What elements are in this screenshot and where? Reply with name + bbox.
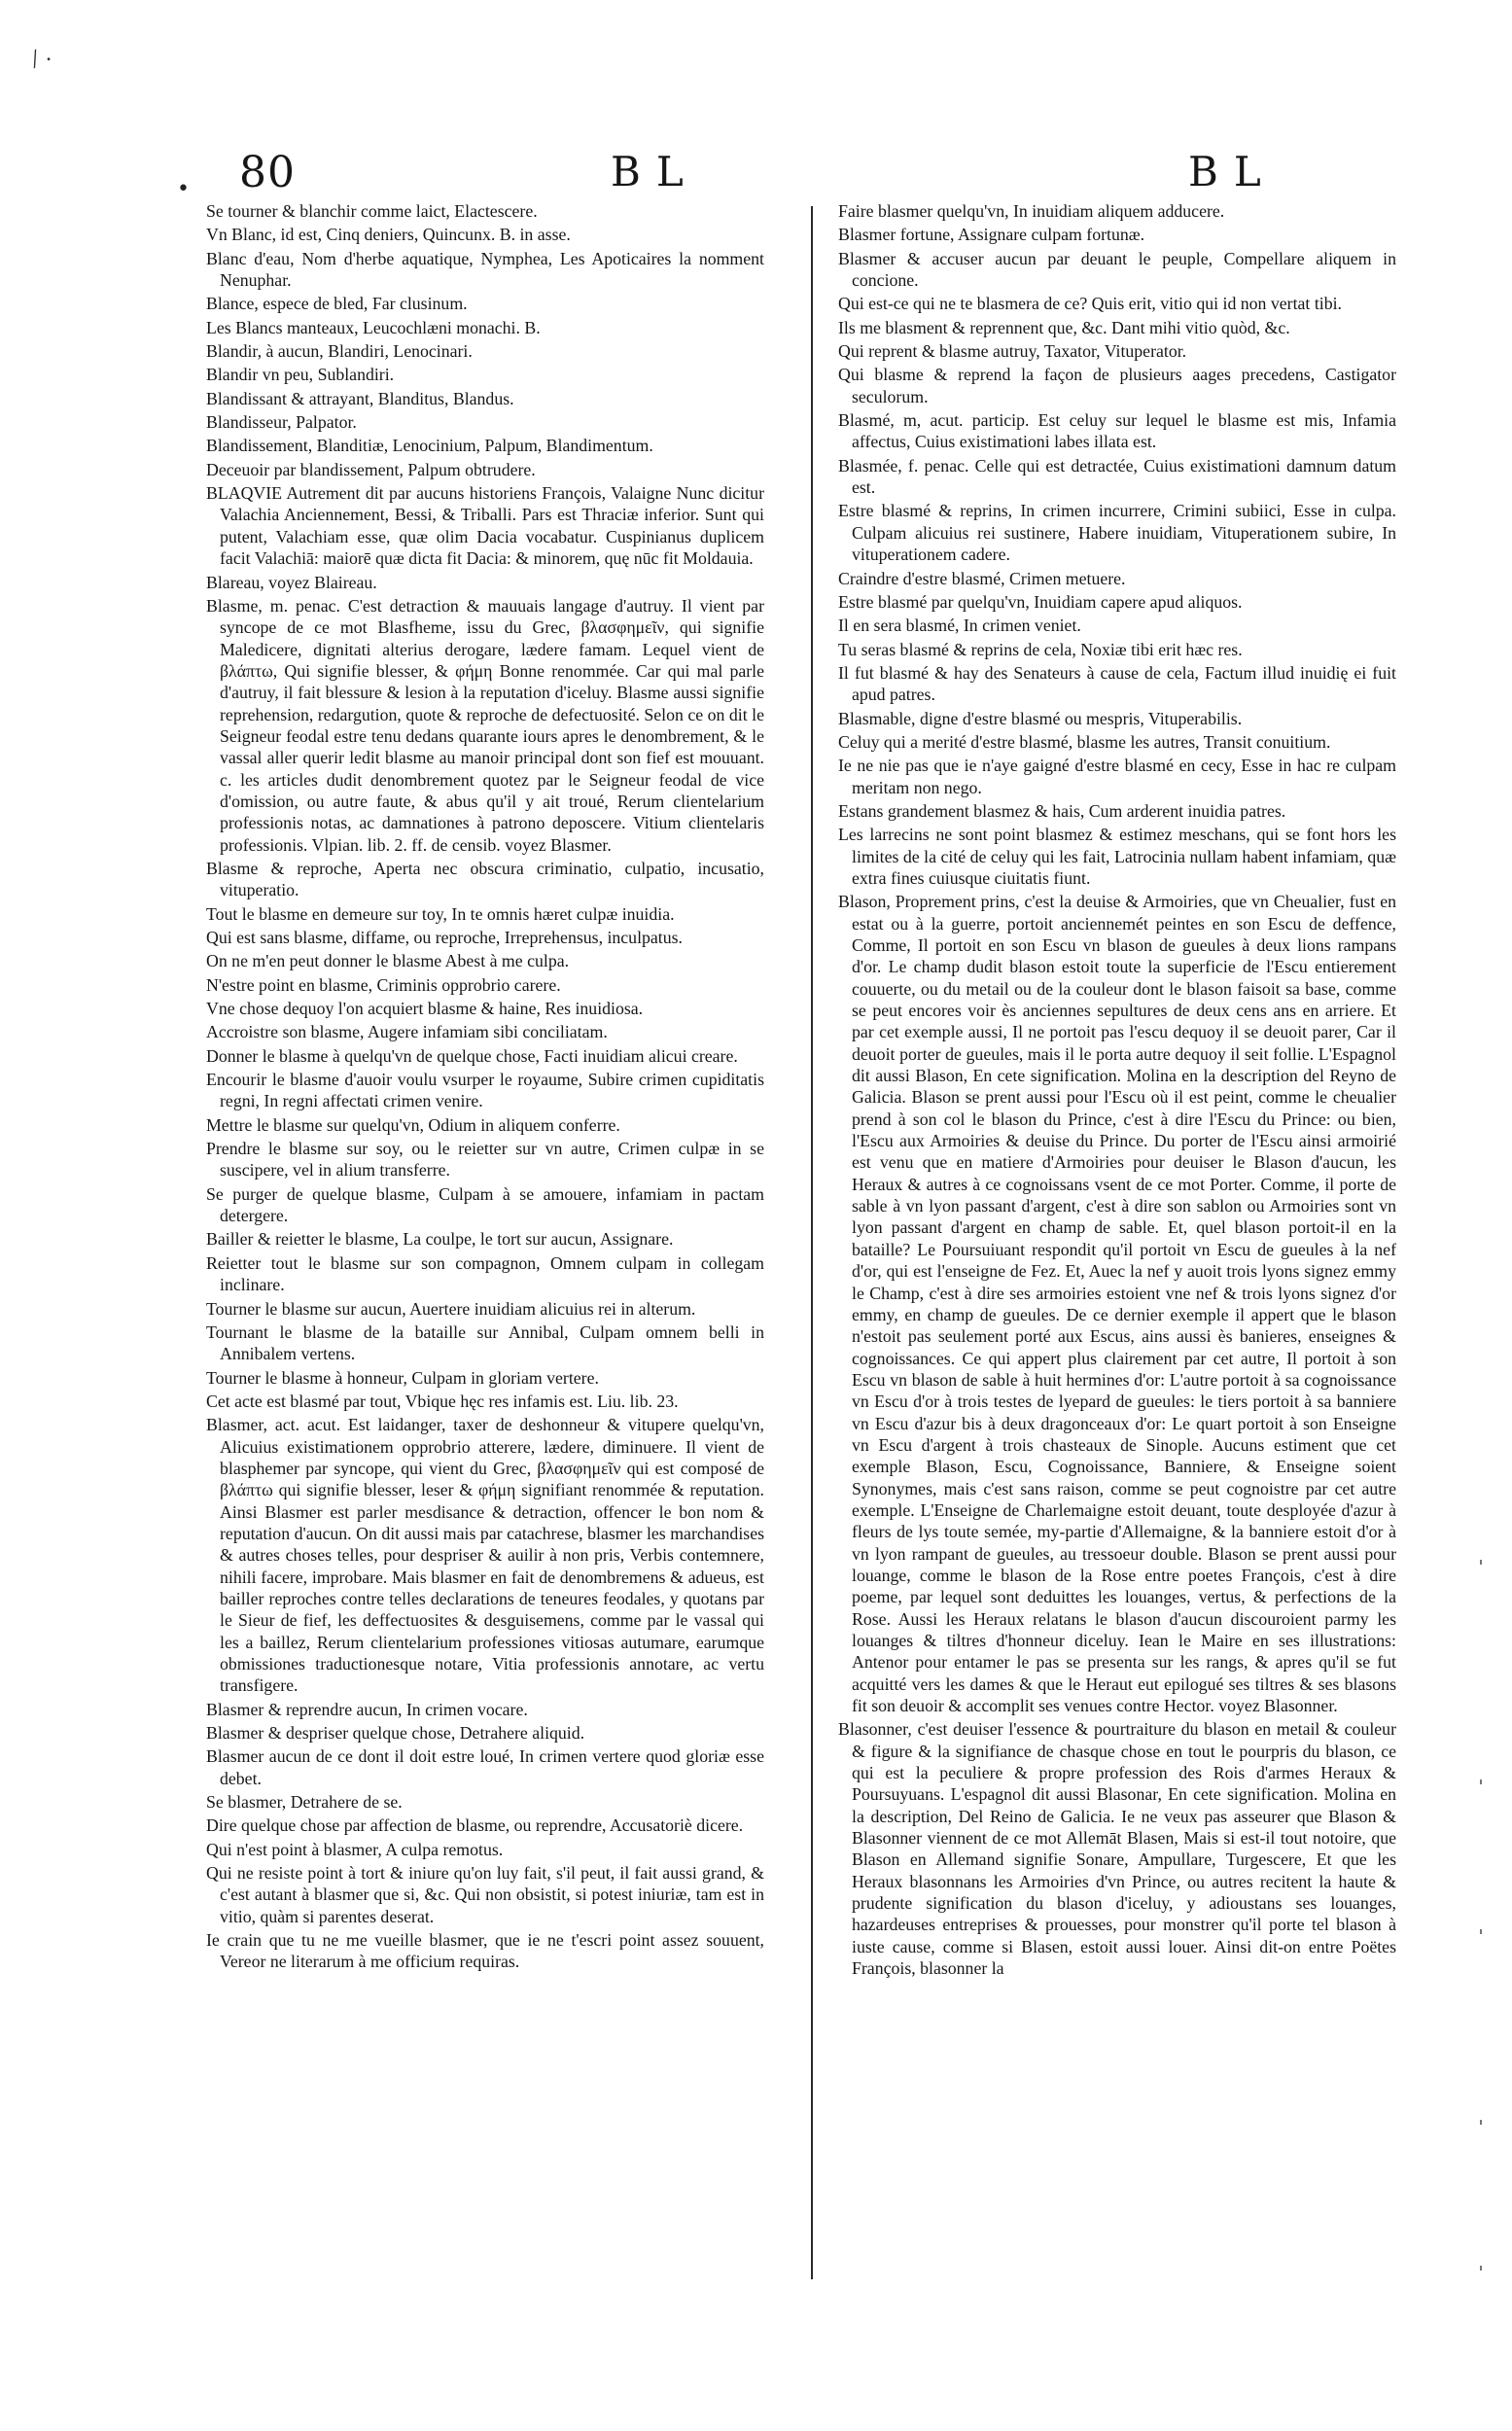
dictionary-entry: Blandir vn peu, Sublandiri. xyxy=(206,365,395,385)
dictionary-entry: Les Blancs manteaux, Leucochlæni monachi. B. xyxy=(206,317,541,337)
dictionary-entry: Blance, espece de bled, Far clusinum. xyxy=(206,294,468,314)
dictionary-entry: Qui reprent & blasme autruy, Taxator, Vituperator. xyxy=(838,341,1187,362)
dictionary-entry: Se blasmer, Detrahere de se. xyxy=(206,1792,403,1813)
dictionary-entry: Il fut blasmé & hay des Senateurs à cause de cela, Factum illud inuidię ei fuit apud patres. xyxy=(838,662,1396,705)
dictionary-entry: Se purger de quelque blasme, Culpam à se amouere, infamiam in pactam detergere. xyxy=(206,1183,764,1226)
dictionary-entry: Mettre le blasme sur quelqu'vn, Odium in aliquem conferre. xyxy=(206,1114,620,1135)
dictionary-entry: Blasme, m. penac. C'est detraction & mauuais langage d'autruy. Il vient par syncope de ce mot Blasfheme, issu du Grec, βλασφημεῖν, qui signifie Maledicere, dignitati alterius derogare, lædere famam. Lequel vient de βλάπτω, Qui signifie blesser, & φήμη Bonne renommée. Car qui mal parle d'autruy, il fait blessure & lesion à la reputation d'iceluy. Blasme aussi signifie reprehension, redargution, quote & reproche de defectuosité. Selon ce on dit le Seigneur feodal estre tenu dedans quarante iours apres le denombrement, & le vassal aller querir ledit blasme au manoir principal dont son fief est mouuant. c. les articles dudit denombrement quotez par le Seigneur feodal de vice d'omission, ou autre faute, & abus qu'il y ait troué, Rerum clientelarium professionis notas, ac damnationes à patrono deposcere. Vitium clientelaris professionis. Vlpian. lib. 2. ff. de censib. voyez Blasmer. xyxy=(206,595,764,855)
dictionary-entry: Blanc d'eau, Nom d'herbe aquatique, Nymphea, Les Apoticaires la nomment Nenuphar. xyxy=(206,248,764,291)
left-column xyxy=(206,200,764,2388)
dictionary-entry: Estre blasmé & reprins, In crimen incurrere, Crimini subiici, Esse in culpa. Culpam alicuius rei sustinere, Habere inuidiam, Vituperationem subire, In vituperationem cadere. xyxy=(838,501,1396,565)
dictionary-entry: Tout le blasme en demeure sur toy, In te omnis hæret culpæ inuidia. xyxy=(206,903,675,924)
dictionary-entry: Tourner le blasme à honneur, Culpam in gloriam vertere. xyxy=(206,1367,599,1388)
dictionary-entry: Estans grandement blasmez & hais, Cum arderent inuidia patres. xyxy=(838,800,1286,821)
dictionary-entry: Celuy qui a merité d'estre blasmé, blasme les autres, Transit conuitium. xyxy=(838,731,1331,752)
margin-pen-mark: ⁄ . xyxy=(28,42,55,72)
dictionary-entry: Blareau, voyez Blaireau. xyxy=(206,572,377,592)
dictionary-entry: Blasmé, m, acut. particip. Est celuy sur lequel le blasme est mis, Infamia affectus, Cuius existimationi labes illata est. xyxy=(838,410,1396,452)
dictionary-entry: Il en sera blasmé, In crimen veniet. xyxy=(838,616,1081,636)
dictionary-entry: Blasmer fortune, Assignare culpam fortunæ. xyxy=(838,225,1145,245)
dictionary-entry: Blandisseur, Palpator. xyxy=(206,412,357,433)
dictionary-entry: Blasmer & accuser aucun par deuant le peuple, Compellare aliquem in concione. xyxy=(838,248,1396,291)
dictionary-entry: Blandissement, Blanditiæ, Lenocinium, Palpum, Blandimentum. xyxy=(206,436,653,456)
dictionary-entry: Les larrecins ne sont point blasmez & estimez meschans, qui se font hors les limites de la cité de celuy qui les fait, Latrocinia nullam habent infamiam, quæ extra fines cuiusque ciuitatis fiunt. xyxy=(838,825,1396,888)
edge-speck xyxy=(1480,1560,1482,1565)
dictionary-entry: Blasme & reproche, Aperta nec obscura criminatio, culpatio, incusatio, vituperatio. xyxy=(206,858,764,900)
dictionary-entry: Blason, Proprement prins, c'est la deuise & Armoiries, que vn Cheualier, fust en estat ou à la guerre, portoit anciennemét peintes en son Escu de deffence, Comme, Il portoit en son Escu vn blason de gueules à deux lions rampans d'or. Le champ dudit blason estoit toute la superficie de l'Escu entierement couuerte, ou du metail ou de la couleur dont le blason faisoit sa base, comme se peut encores voir ès anciennes sepultures de deux cens ans en arriere. Et par cet exemple aussi, Il ne portoit pas l'escu dequoy il se deuoit parer, Car il deuoit porter de gueules, mais il le porta autre dequoy il seit follie. L'Espagnol dit aussi Blason, En cete signification. Molina en la description del Reyno de Galicia. Blason se prent aussi pour l'Escu où il est peint, comme le cheualier prend à son col le blason du Prince, c'est à dire l'Escu du Prince: ou bien, l'Escu aux Armoiries & deuise du Prince. Du porter de l'Escu ainsi armoirié est venu que en matiere d'Armoiries pour deuiser le Blason d'aucun, les Heraux & autres à ce cognoissans vsent de ce mot Porter. Comme, il porte de sable à vn lyon passant d'argent, c'est à dire son sablon ou Armoiries sont vn lyon passant d'argent en champ de sable. Et, quel blason portoit-il en la bataille? Le Poursuiuant respondit qu'il portoit vn Escu de gueules à la nef d'or, qui est l'enseigne de Fez. Et, Auec la nef y auoit trois lyons signez emmy le Champ, c'est à dire ses armoiries estoient vne nef & trois lyons signez d'or emmy, en champ de gueules. De ce dernier exemple il appert que le blason n'estoit pas seulement porté aux Escus, ains aussi ès banieres, enseignes & cognoissances. Ce qui appert plus clairement par cet autre, Il portoit à son Escu vn blason de sable à huit hermines d'or: L'autre portoit à sa cognoissance vn Escu d'or à trois testes de lyepard de gueules: le tiers portoit à sa banniere vn Escu d'azur bis à deux dragonceaux d'or: Le quart portoit à son Enseigne vn Escu d'argent à trois chasteaux de Sinople. Aucuns estiment que cet exemple Blason, Escu, Cognoissance, Banniere, & Enseigne soient Synonymes, mais c'est sans raison, comme se peut cognoistre par cet autre exemple. L'Enseigne de Charlemaigne estoit deuant, toute desployée d'azur à fleurs de lys toute semée, my-partie d'Allemaigne, & la banniere estoit d'or à vn lyon rampant de gueules, au tressoeur double. Blason se prent aussi pour louange, comme le blason de la Rose entre poetes François, c'est à dire poeme, par lequel sont deduittes les louanges, vertus, & perfections de la Rose. Aussi les Heraux relatans le blason d'aucun discouroient parmy les louanges & tiltres d'honneur diceluy. Iean le Maire en ses illustrations: Antenor pour entamer le pas se presenta sur les rangs, & apres qu'il se fut acquitté vers les dames & que le Heraut eut epilogué ses tiltres & ses blasons fit son deuoir & accomplit ses venues contre Hector. voyez Blasonner. xyxy=(838,892,1396,1716)
running-head-right: BL xyxy=(1188,148,1277,195)
dictionary-entry: Vn Blanc, id est, Cinq deniers, Quincunx. B. in asse. xyxy=(206,225,571,245)
dictionary-entry: Blasmable, digne d'estre blasmé ou mespris, Vituperabilis. xyxy=(838,708,1243,728)
edge-speck xyxy=(1480,1929,1482,1934)
dictionary-entry: Qui est sans blasme, diffame, ou reproche, Irreprehensus, inculpatus. xyxy=(206,928,683,947)
dictionary-entry: Bailler & reietter le blasme, La coulpe, le tort sur aucun, Assignare. xyxy=(206,1229,674,1250)
edge-speck xyxy=(1480,2266,1482,2271)
dictionary-entry: N'estre point en blasme, Criminis opprobrio carere. xyxy=(206,974,561,995)
dictionary-entry: Blandir, à aucun, Blandiri, Lenocinari. xyxy=(206,341,473,362)
dictionary-entry: Tu seras blasmé & reprins de cela, Noxiæ tibi erit hæc res. xyxy=(838,639,1243,659)
page-number: 80 xyxy=(239,148,296,197)
column-divider xyxy=(811,206,813,2279)
dictionary-entry: Blasmer aucun de ce dont il doit estre loué, In crimen vertere quod gloriæ esse debet. xyxy=(206,1746,764,1788)
dictionary-entry: Qui n'est point à blasmer, A culpa remotus. xyxy=(206,1839,504,1859)
dictionary-entry: Estre blasmé par quelqu'vn, Inuidiam capere apud aliquos. xyxy=(838,591,1243,612)
dictionary-entry: Tournant le blasme de la bataille sur Annibal, Culpam omnem belli in Annibalem vertens. xyxy=(206,1321,764,1364)
dictionary-entry: Qui est-ce qui ne te blasmera de ce? Quis erit, vitio qui id non vertat tibi. xyxy=(838,294,1342,314)
dictionary-entry: Blandissant & attrayant, Blanditus, Blandus. xyxy=(206,388,514,408)
dictionary-entry: On ne m'en peut donner le blasme Abest à me culpa. xyxy=(206,951,570,971)
dictionary-entry: Encourir le blasme d'auoir voulu vsurper le royaume, Subire crimen cupiditatis regni, In regni affectati crimen venire. xyxy=(206,1070,764,1111)
dictionary-entry: Qui ne resiste point à tort & iniure qu'on luy fait, s'il peut, il fait aussi grand, & c'est autant à blasmer que si, &c. Qui non obsistit, si potest iniuriæ, tam est in vitio, quàm si parentes deserat. xyxy=(206,1863,764,1926)
running-head-left: BL xyxy=(611,148,699,195)
dictionary-entry: Tourner le blasme sur aucun, Auertere inuidiam alicuius rei in alterum. xyxy=(206,1298,696,1319)
right-column xyxy=(838,200,1396,2388)
dictionary-entry: Blasonner, c'est deuiser l'essence & pourtraiture du blason en metail & couleur & figure & la signifiance de chasque chose en tout le pourpris du blason, ce qui est la peculiere & propre profession des Rois d'armes Heraux & Poursuyuans. L'espagnol dit aussi Blasonar, En cete signification. Molina en la description, Del Reino de Galicia. Ie ne veux pas asseurer que Blason & Blasonner viennent de ce mot Allemāt Blasen, Mais si est-il tout notoire, que Blason en Allemand signifie Sonare, Ampullare, Turgescere, Et que les Heraux blasonnans les Armoiries d'vn Prince, ou autres recitent la haute & prudente signification du blason d'iceluy, y adioustans ses louanges, hazardeuses entreprises & prouesses, pour monstrer qu'il porte tel blason à iuste cause, comme si Blasen, estoit aussi louer. Ainsi dit-on entre Poëtes François, blasonner la xyxy=(838,1719,1396,1979)
dictionary-entry: Blasmer & reprendre aucun, In crimen vocare. xyxy=(206,1699,528,1719)
dictionary-entry: Donner le blasme à quelqu'vn de quelque chose, Facti inuidiam alicui creare. xyxy=(206,1045,738,1066)
dictionary-entry: Faire blasmer quelqu'vn, In inuidiam aliquem adducere. xyxy=(838,201,1225,221)
dictionary-entry: Ie crain que tu ne me vueille blasmer, que ie ne t'escri point assez souuent, Vereor ne literarum à me officium requiras. xyxy=(206,1930,764,1972)
dictionary-entry: Deceuoir par blandissement, Palpum obtrudere. xyxy=(206,459,536,479)
edge-speck xyxy=(1480,2120,1482,2125)
dictionary-entry: Ils me blasment & reprennent que, &c. Dant mihi vitio quòd, &c. xyxy=(838,317,1290,337)
margin-ink-mark: • xyxy=(177,177,190,201)
dictionary-entry: Vne chose dequoy l'on acquiert blasme & haine, Res inuidiosa. xyxy=(206,999,644,1019)
dictionary-entry: Reietter tout le blasme sur son compagnon, Omnem culpam in collegam inclinare. xyxy=(206,1252,764,1295)
edge-speck xyxy=(1480,1779,1482,1784)
dictionary-entry: Dire quelque chose par affection de blasme, ou reprendre, Accusatoriè dicere. xyxy=(206,1815,744,1836)
dictionary-entry: Blasmer & despriser quelque chose, Detrahere aliquid. xyxy=(206,1723,585,1744)
dictionary-entry: BLAQVIE Autrement dit par aucuns historiens François, Valaigne Nunc dicitur Valachia Anciennement, Bessi, & Triballi. Pars est Thraciæ inferior. Sunt qui putent, Valachiam esse, quæ olim Dacia vocabatur. Cuspinianus duplicem facit Valachiā: maiorē quæ dicta fit Dacia: & minorem, quę nūc fit Moldauia. xyxy=(206,483,764,569)
dictionary-entry: Accroistre son blasme, Augere infamiam sibi conciliatam. xyxy=(206,1022,608,1042)
dictionary-entry: Blasmer, act. acut. Est laidanger, taxer de deshonneur & vitupere quelqu'vn, Alicuius existimationem opprobrio atterere, lædere, diminuere. Il vient de blasphemer par syncope, qui vient du Grec, βλασφημεῖν qui est composé de βλάπτω qui signifie blesser, leser & φήμη signifiant renommée & reputation. Ainsi Blasmer est parler mesdisance & detraction, offencer le bon nom & reputation d'aucun. On dit aussi mais par catachrese, blasmer les marchandises & autres choses telles, pour despriser & auilir à non pris, Verbis contemnere, nihili facere, improbare. Mais blasmer en fait de denombremens & adueus, est bailler reproches contre telles declarations de teneures feodales, y quotans par le Sieur de fief, les deffectuosites & desguisemens, comme par le vassal qui les a baillez, Rerum clientelarium professiones vitiosas autumare, earumque obmissiones traductionesque notare, Vitia professionis annotare, ac vertu transfigere. xyxy=(206,1415,764,1696)
dictionary-entry: Se tourner & blanchir comme laict, Elactescere. xyxy=(206,201,538,221)
dictionary-entry: Qui blasme & reprend la façon de plusieurs aages precedens, Castigator seculorum. xyxy=(838,365,1396,406)
dictionary-entry: Blasmée, f. penac. Celle qui est detractée, Cuius existimationi damnum datum est. xyxy=(838,455,1396,498)
dictionary-entry: Ie ne nie pas que ie n'aye gaigné d'estre blasmé en cecy, Esse in hac re culpam meritam non nego. xyxy=(838,756,1396,797)
dictionary-entry: Cet acte est blasmé par tout, Vbique hęc res infamis est. Liu. lib. 23. xyxy=(206,1391,679,1411)
dictionary-entry: Craindre d'estre blasmé, Crimen metuere. xyxy=(838,568,1126,588)
dictionary-entry: Prendre le blasme sur soy, ou le reietter sur vn autre, Crimen culpæ in se suscipere, vel in alium transferre. xyxy=(206,1139,764,1180)
